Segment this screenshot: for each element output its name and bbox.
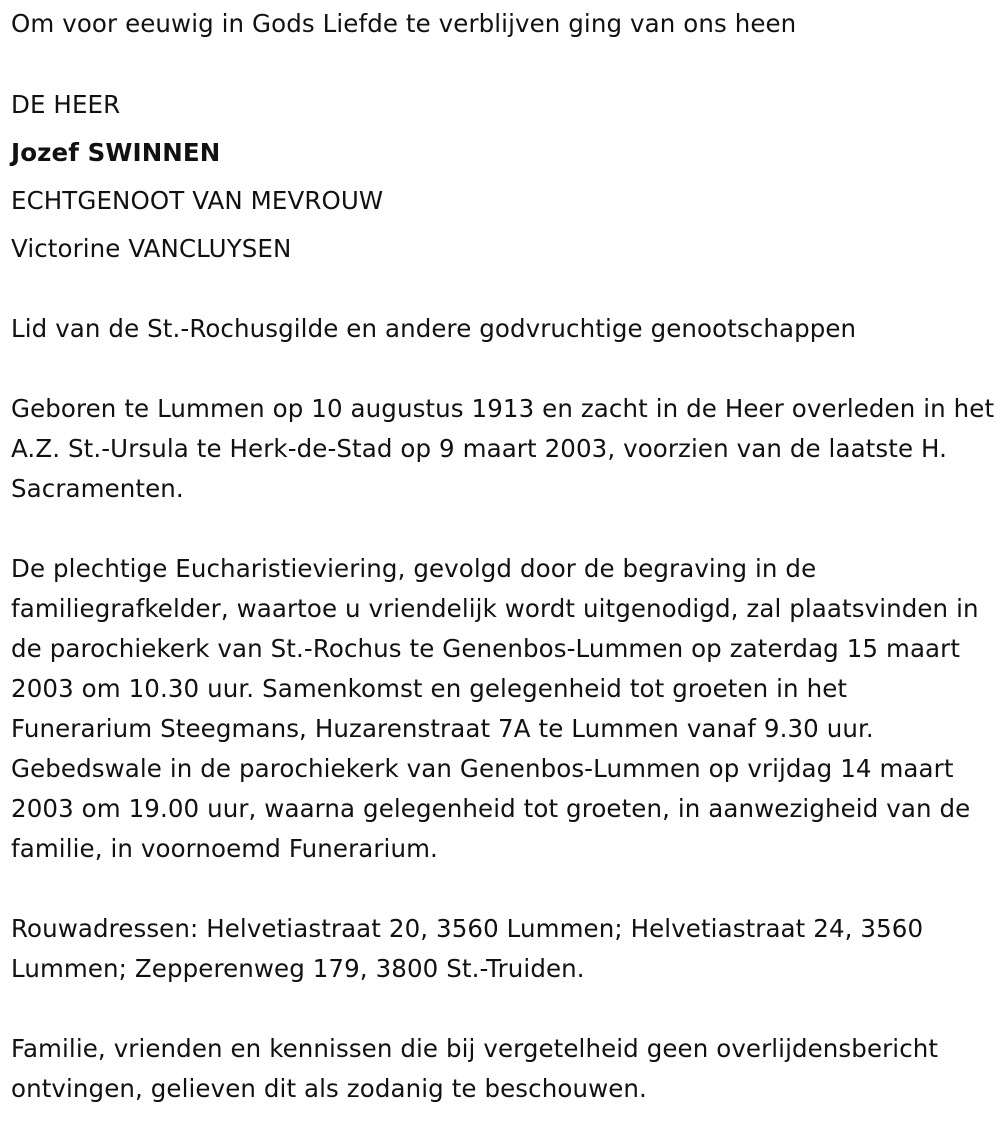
spouse-prefix: ECHTGENOOT VAN MEVROUW [11,186,384,215]
title-prefix: DE HEER [11,90,121,119]
deceased-name: Jozef SWINNEN [11,138,221,167]
membership-text: Lid van de St.-Rochusgilde en andere godvruchtige genootschappen [11,314,857,343]
ceremony-paragraph: De plechtige Eucharistieviering, gevolgd door de begraving in de familiegrafkelder, waartoe u vriendelijk wordt uitgenodigd, zal plaatsvinden in de parochiekerk van St.-Rochus te Genenbos-Lummen op zaterdag 15 maart 2003 om 10.30 uur. Samenkomst en gelegenheid tot groeten in het Funerarium Steegmans, Huzarenstraat 7A te Lummen vanaf 9.30 uur. Gebedswale in de parochiekerk van Genenbos-Lummen op vrijdag 14 maart 2003 om 19.00 uur, waarna gelegenheid tot groeten, in aanwezigheid van de familie, in voornoemd Funerarium. [11,554,979,863]
closing-paragraph: Familie, vrienden en kennissen die bij vergetelheid geen overlijdensbericht ontvingen, gelieven dit als zodanig te beschouwen. [11,1034,939,1103]
intro-text: Om voor eeuwig in Gods Liefde te verblijven ging van ons heen [11,9,797,38]
birth-death-paragraph: Geboren te Lummen op 10 augustus 1913 en zacht in de Heer overleden in het A.Z. St.-Ursula te Herk-de-Stad op 9 maart 2003, voorzien van de laatste H. Sacramenten. [11,394,995,503]
spouse-name: Victorine VANCLUYSEN [11,234,292,263]
addresses-paragraph: Rouwadressen: Helvetiastraat 20, 3560 Lummen; Helvetiastraat 24, 3560 Lummen; Zepperenweg 179, 3800 St.-Truiden. [11,914,924,983]
